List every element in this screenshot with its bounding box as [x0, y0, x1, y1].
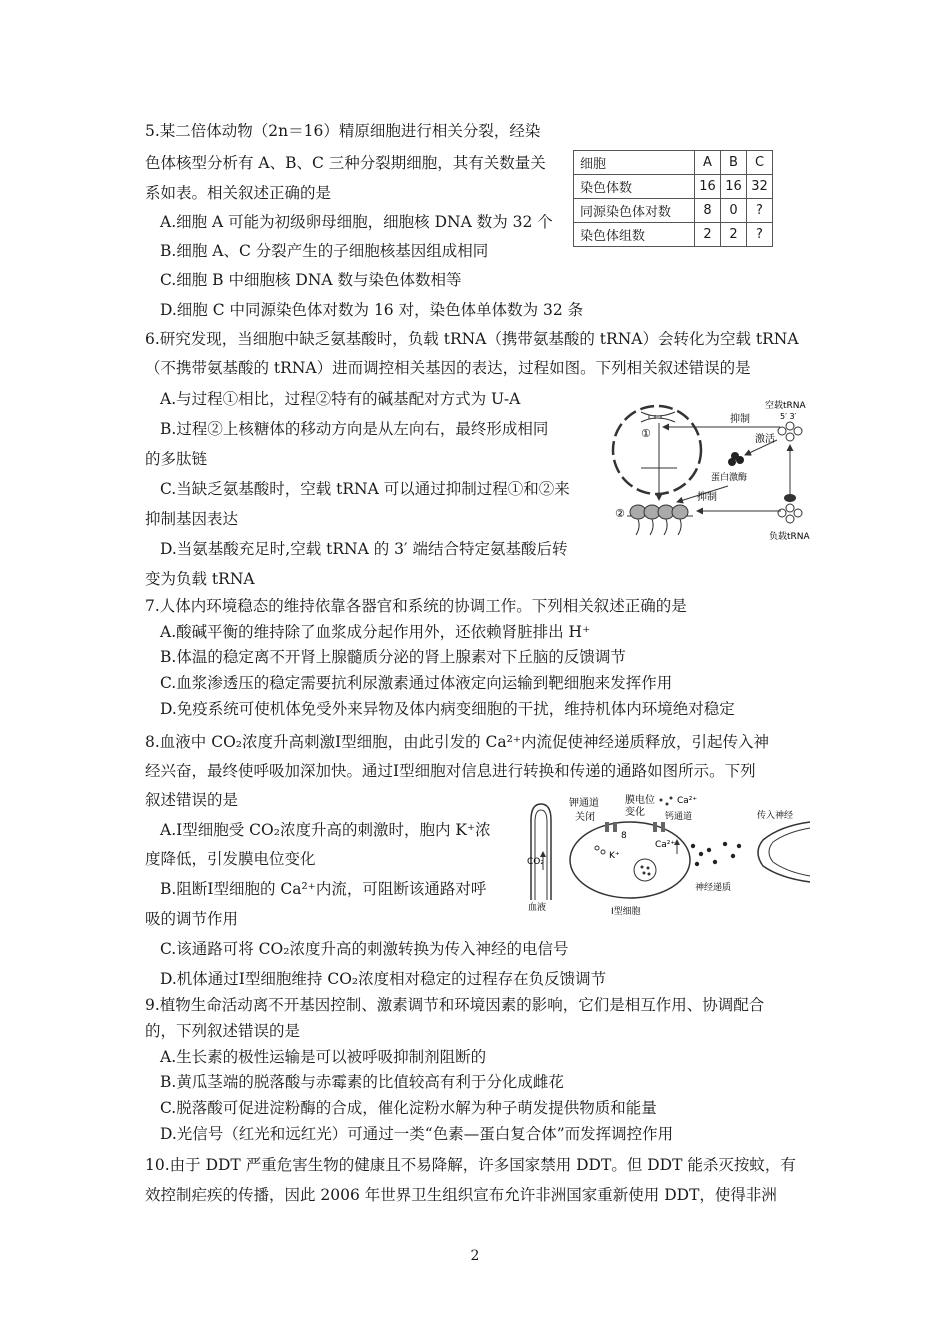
q8-option-c: C.该通路可将 CO₂浓度升高的刺激转换为传入神经的电信号: [160, 940, 569, 958]
inhibit-label-1: 抑制: [730, 414, 750, 425]
q8-stem-line3: 叙述错误的是: [145, 791, 239, 809]
q9-option-c: C.脱落酸可促进淀粉酶的合成，催化淀粉水解为种子萌发提供物质和能量: [160, 1099, 657, 1117]
protein-kinase-icon: [728, 452, 744, 466]
type1-cell-label: Ⅰ型细胞: [611, 907, 641, 915]
vesicle: [634, 859, 656, 881]
k-channel-label: 钾通道: [569, 798, 599, 809]
q9-option-b: B.黄瓜茎端的脱落酸与赤霉素的比值较高有利于分化成雌花: [160, 1073, 564, 1091]
potential-label-1: 膜电位: [625, 795, 655, 806]
q9-option-d: D.光信号（红光和远红光）可通过一类“色素—蛋白复合体”而发挥调控作用: [160, 1125, 674, 1143]
q5-data-table: [573, 150, 773, 247]
table-cell: 2: [721, 223, 747, 247]
table-cell: 染色体数: [574, 175, 695, 199]
q5-stem-line3: 系如表。相关叙述正确的是: [145, 184, 332, 202]
table-cell: 32: [747, 175, 773, 199]
svg-text:8: 8: [621, 831, 627, 841]
transmitter-label: 神经递质: [695, 883, 732, 893]
table-row: [574, 223, 773, 247]
empty-trna-icon: [778, 422, 802, 441]
q5-option-b: B.细胞 A、C 分裂产生的子细胞核基因组成相同: [160, 242, 489, 260]
q9-stem-line2: 的，下列叙述错误的是: [145, 1022, 301, 1040]
empty-trna-label: 空载tRNA: [765, 401, 806, 411]
q10-stem-line1: 10.由于 DDT 严重危害生物的健康且不易降解，许多国家禁用 DDT。但 DDT 能杀灭按蚊，有: [145, 1156, 796, 1174]
nucleus-envelope: [613, 406, 701, 494]
potential-label-2: 变化: [625, 807, 645, 818]
q5-option-d: D.细胞 C 中同源染色体对数为 16 对，染色体单体数为 32 条: [160, 301, 584, 319]
table-header-row: [574, 151, 773, 175]
q9-stem-line1: 9.植物生命活动离不开基因控制、激素调节和环境因素的影响，它们是相互作用、协调配合: [145, 996, 765, 1014]
q7-option-c: C.血浆渗透压的稳定需要抗利尿激素通过体液定向运输到靶细胞来发挥作用: [160, 674, 673, 692]
page-number: 2: [470, 1248, 480, 1264]
table-cell: 细胞: [574, 151, 695, 175]
loaded-trna-label: 负载tRNA: [769, 532, 810, 542]
q6-option-d-line2: 变为负载 tRNA: [145, 570, 255, 588]
q10-stem-line2: 效控制疟疾的传播，因此 2006 年世界卫生组织宣布允许非洲国家重新使用 DDT，使得非洲: [145, 1186, 777, 1204]
ca-channel-label: 钙通道: [665, 812, 693, 822]
q5-option-a: A.细胞 A 可能为初级卵母细胞，细胞核 DNA 数为 32 个: [160, 213, 553, 231]
protein-kinase-label: 蛋白激酶: [711, 473, 748, 483]
q8-option-b-line1: B.阻断Ⅰ型细胞的 Ca²⁺内流，可阻断该通路对呼: [160, 880, 487, 898]
q6-option-b-line2: 的多肽链: [145, 450, 208, 468]
table-cell: 2: [695, 223, 721, 247]
table-cell: B: [721, 151, 747, 175]
blood-vessel: [531, 804, 551, 900]
q5-option-c: C.细胞 B 中细胞核 DNA 数与染色体数相等: [160, 271, 462, 289]
q6-gene-expression-diagram: [605, 390, 820, 550]
q6-option-c-line2: 抑制基因表达: [145, 510, 239, 528]
afferent-nerve-label: 传入神经: [757, 811, 794, 821]
afferent-nerve: [758, 822, 810, 882]
table-cell: A: [695, 151, 721, 175]
q7-stem: 7.人体内环境稳态的维持依靠各器官和系统的协调工作。下列相关叙述正确的是: [145, 597, 687, 615]
table-cell: 16: [695, 175, 721, 199]
blood-label: 血液: [528, 903, 547, 913]
q8-option-b-line2: 吸的调节作用: [145, 910, 239, 928]
q8-stem-line1: 8.血液中 CO₂浓度升高刺激Ⅰ型细胞，由此引发的 Ca²⁺内流促使神经递质释放，引起传入神: [145, 733, 770, 751]
table-cell: 8: [695, 199, 721, 223]
process-1-label: ①: [641, 427, 651, 440]
neurotransmitter-icon: [691, 842, 741, 866]
q6-option-c-line1: C.当缺乏氨基酸时，空载 tRNA 可以通过抑制过程①和②来: [160, 480, 570, 498]
q5-stem-line2: 色体核型分析有 A、B、C 三种分裂期细胞，其有关数量关: [145, 154, 546, 172]
q9-option-a: A.生长素的极性运输是可以被呼吸抑制剂阻断的: [160, 1048, 487, 1066]
q6-option-a: A.与过程①相比，过程②特有的碱基配对方式为 U-A: [160, 390, 521, 408]
ca-ion-label-outside: Ca²⁺: [677, 796, 698, 806]
dna-icon: [641, 412, 675, 422]
q7-option-a: A.酸碱平衡的维持除了血浆成分起作用外，还依赖肾脏排出 H⁺: [160, 623, 591, 641]
table-cell: C: [747, 151, 773, 175]
activate-label: 激活: [755, 434, 775, 445]
k-ion-label: K⁺: [609, 851, 620, 861]
table-cell: ?: [747, 223, 773, 247]
q8-option-a-line2: 度降低，引发膜电位变化: [145, 850, 316, 868]
process-2-label: ②: [615, 507, 625, 520]
q5-stem-line1: 5.某二倍体动物（2n＝16）精原细胞进行相关分裂，经染: [145, 122, 541, 140]
closed-label: 关闭: [575, 812, 595, 823]
q6-option-d-line1: D.当氨基酸充足时,空载 tRNA 的 3′ 端结合特定氨基酸后转: [160, 540, 568, 558]
q6-stem-line2: （不携带氨基酸的 tRNA）进而调控相关基因的表达，过程如图。下列相关叙述错误的是: [145, 359, 751, 377]
table-row: [574, 199, 773, 223]
q8-option-d: D.机体通过Ⅰ型细胞维持 CO₂浓度相对稳定的过程存在负反馈调节: [160, 970, 607, 988]
inhibit-label-2: 抑制: [697, 492, 717, 503]
q8-option-a-line1: A.Ⅰ型细胞受 CO₂浓度升高的刺激时，胞内 K⁺浓: [160, 821, 491, 839]
table-row: [574, 175, 773, 199]
ca-ion-label-inside: Ca²⁺: [655, 840, 676, 850]
q8-type1-cell-diagram: [525, 790, 815, 915]
table-cell: 同源染色体对数: [574, 199, 695, 223]
q7-option-b: B.体温的稳定离不开肾上腺髓质分泌的肾上腺素对下丘脑的反馈调节: [160, 648, 626, 666]
q6-option-b-line1: B.过程②上核糖体的移动方向是从左向右，最终形成相同: [160, 420, 549, 438]
trna-ends-label: 5′ 3′: [780, 412, 797, 421]
table-cell: 染色体组数: [574, 223, 695, 247]
q7-option-d: D.免疫系统可使机体免受外来异物及体内病变细胞的干扰，维持机体内环境绝对稳定: [160, 700, 735, 718]
ribosomes-icon: [630, 505, 688, 535]
table-cell: 16: [721, 175, 747, 199]
type1-cell: [570, 822, 690, 898]
table-cell: 0: [721, 199, 747, 223]
loaded-trna-icon: [778, 494, 802, 523]
co2-label: CO₂: [527, 857, 544, 867]
q6-stem-line1: 6.研究发现，当细胞中缺乏氨基酸时，负载 tRNA（携带氨基酸的 tRNA）会转化为空载 tRNA: [145, 330, 799, 348]
table-cell: ?: [747, 199, 773, 223]
q8-stem-line2: 经兴奋，最终使呼吸加深加快。通过Ⅰ型细胞对信息进行转换和传递的通路如图所示。下列: [145, 762, 756, 780]
